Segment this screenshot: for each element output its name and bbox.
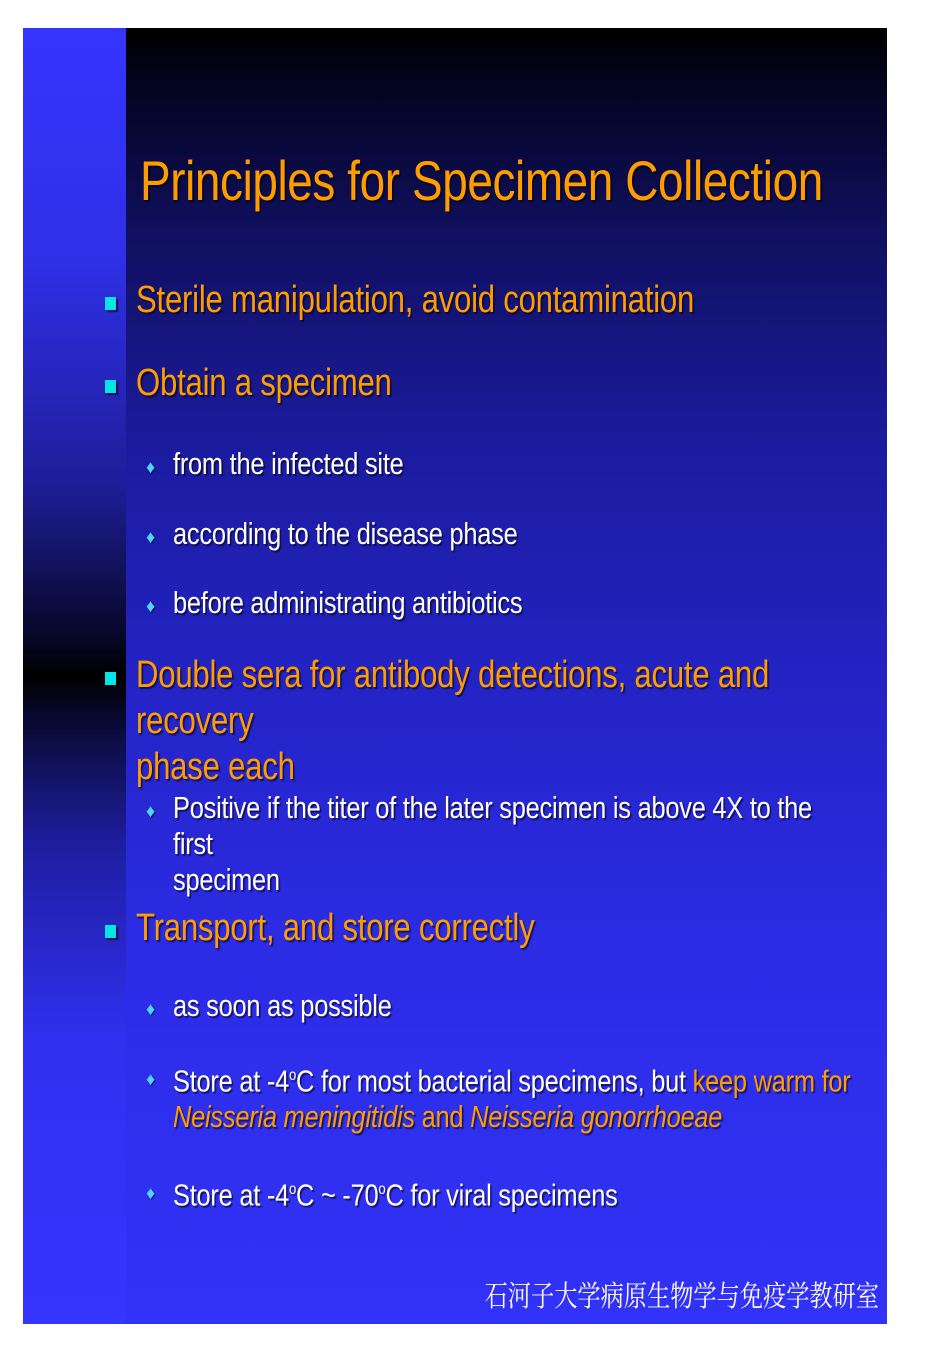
sub-bullet-text-store-viral bbox=[173, 1172, 854, 1213]
sub-bullet-text: from the infected site bbox=[173, 446, 404, 481]
bullet-text: Sterile manipulation, avoid contamination bbox=[136, 279, 695, 321]
sub-bullet-text-line bbox=[173, 1058, 854, 1099]
diamond-bullet-icon: ♦ bbox=[146, 596, 156, 616]
square-bullet-icon bbox=[105, 380, 116, 393]
bullet-text: Transport, and store correctly bbox=[136, 907, 535, 949]
bullet-text: Obtain a specimen bbox=[136, 362, 392, 404]
bullet-text-double-sera bbox=[136, 652, 858, 790]
diamond-bullet-icon: ♦ bbox=[146, 1183, 156, 1203]
slide bbox=[23, 28, 887, 1324]
footer-institution: 石河子大学病原生物学与免疫学教研室 bbox=[484, 1279, 879, 1313]
sub-bullet-text: according to the disease phase bbox=[173, 516, 518, 551]
diamond-bullet-icon: ♦ bbox=[146, 527, 156, 547]
sub-bullet-text-positive bbox=[173, 790, 854, 898]
text-keep-warm: keep warm for bbox=[692, 1063, 851, 1099]
sub-bullet-text-line bbox=[173, 1099, 854, 1135]
square-bullet-icon bbox=[105, 297, 116, 310]
species-name: Neisseria meningitidis bbox=[173, 1099, 415, 1135]
square-bullet-icon bbox=[105, 672, 116, 685]
text-most-bacterial: C for most bacterial specimens, but bbox=[296, 1063, 693, 1099]
species-name: Neisseria gonorrhoeae bbox=[470, 1099, 723, 1135]
sub-bullet-text: as soon as possible bbox=[173, 988, 392, 1023]
diamond-bullet-icon: ♦ bbox=[146, 457, 156, 477]
sub-bullet-text-line: Positive if the titer of the later specimen is above 4X to the first bbox=[173, 790, 812, 861]
text-range: C ~ -70 bbox=[296, 1177, 379, 1213]
degree-superscript: o bbox=[378, 1181, 386, 1198]
slide-title: Principles for Specimen Collection bbox=[140, 149, 823, 212]
text-viral: C for viral specimens bbox=[385, 1177, 618, 1213]
text-store-at: Store at -4 bbox=[173, 1177, 289, 1213]
diamond-bullet-icon: ♦ bbox=[146, 1069, 156, 1089]
sub-bullet-text-line: specimen bbox=[173, 862, 280, 897]
bullet-text-line: phase each bbox=[136, 746, 295, 788]
text-store-at: Store at -4 bbox=[173, 1063, 289, 1099]
square-bullet-icon bbox=[105, 925, 116, 938]
sub-bullet-text: before administrating antibiotics bbox=[173, 585, 523, 620]
bullet-text-line: Double sera for antibody detections, acute and recovery bbox=[136, 654, 770, 742]
diamond-bullet-icon: ♦ bbox=[146, 801, 156, 821]
sub-bullet-text-store-bacterial bbox=[173, 1058, 854, 1135]
diamond-bullet-icon: ♦ bbox=[146, 999, 156, 1019]
degree-superscript: o bbox=[288, 1067, 297, 1084]
text-and: and bbox=[414, 1099, 471, 1135]
degree-superscript: o bbox=[288, 1181, 297, 1198]
